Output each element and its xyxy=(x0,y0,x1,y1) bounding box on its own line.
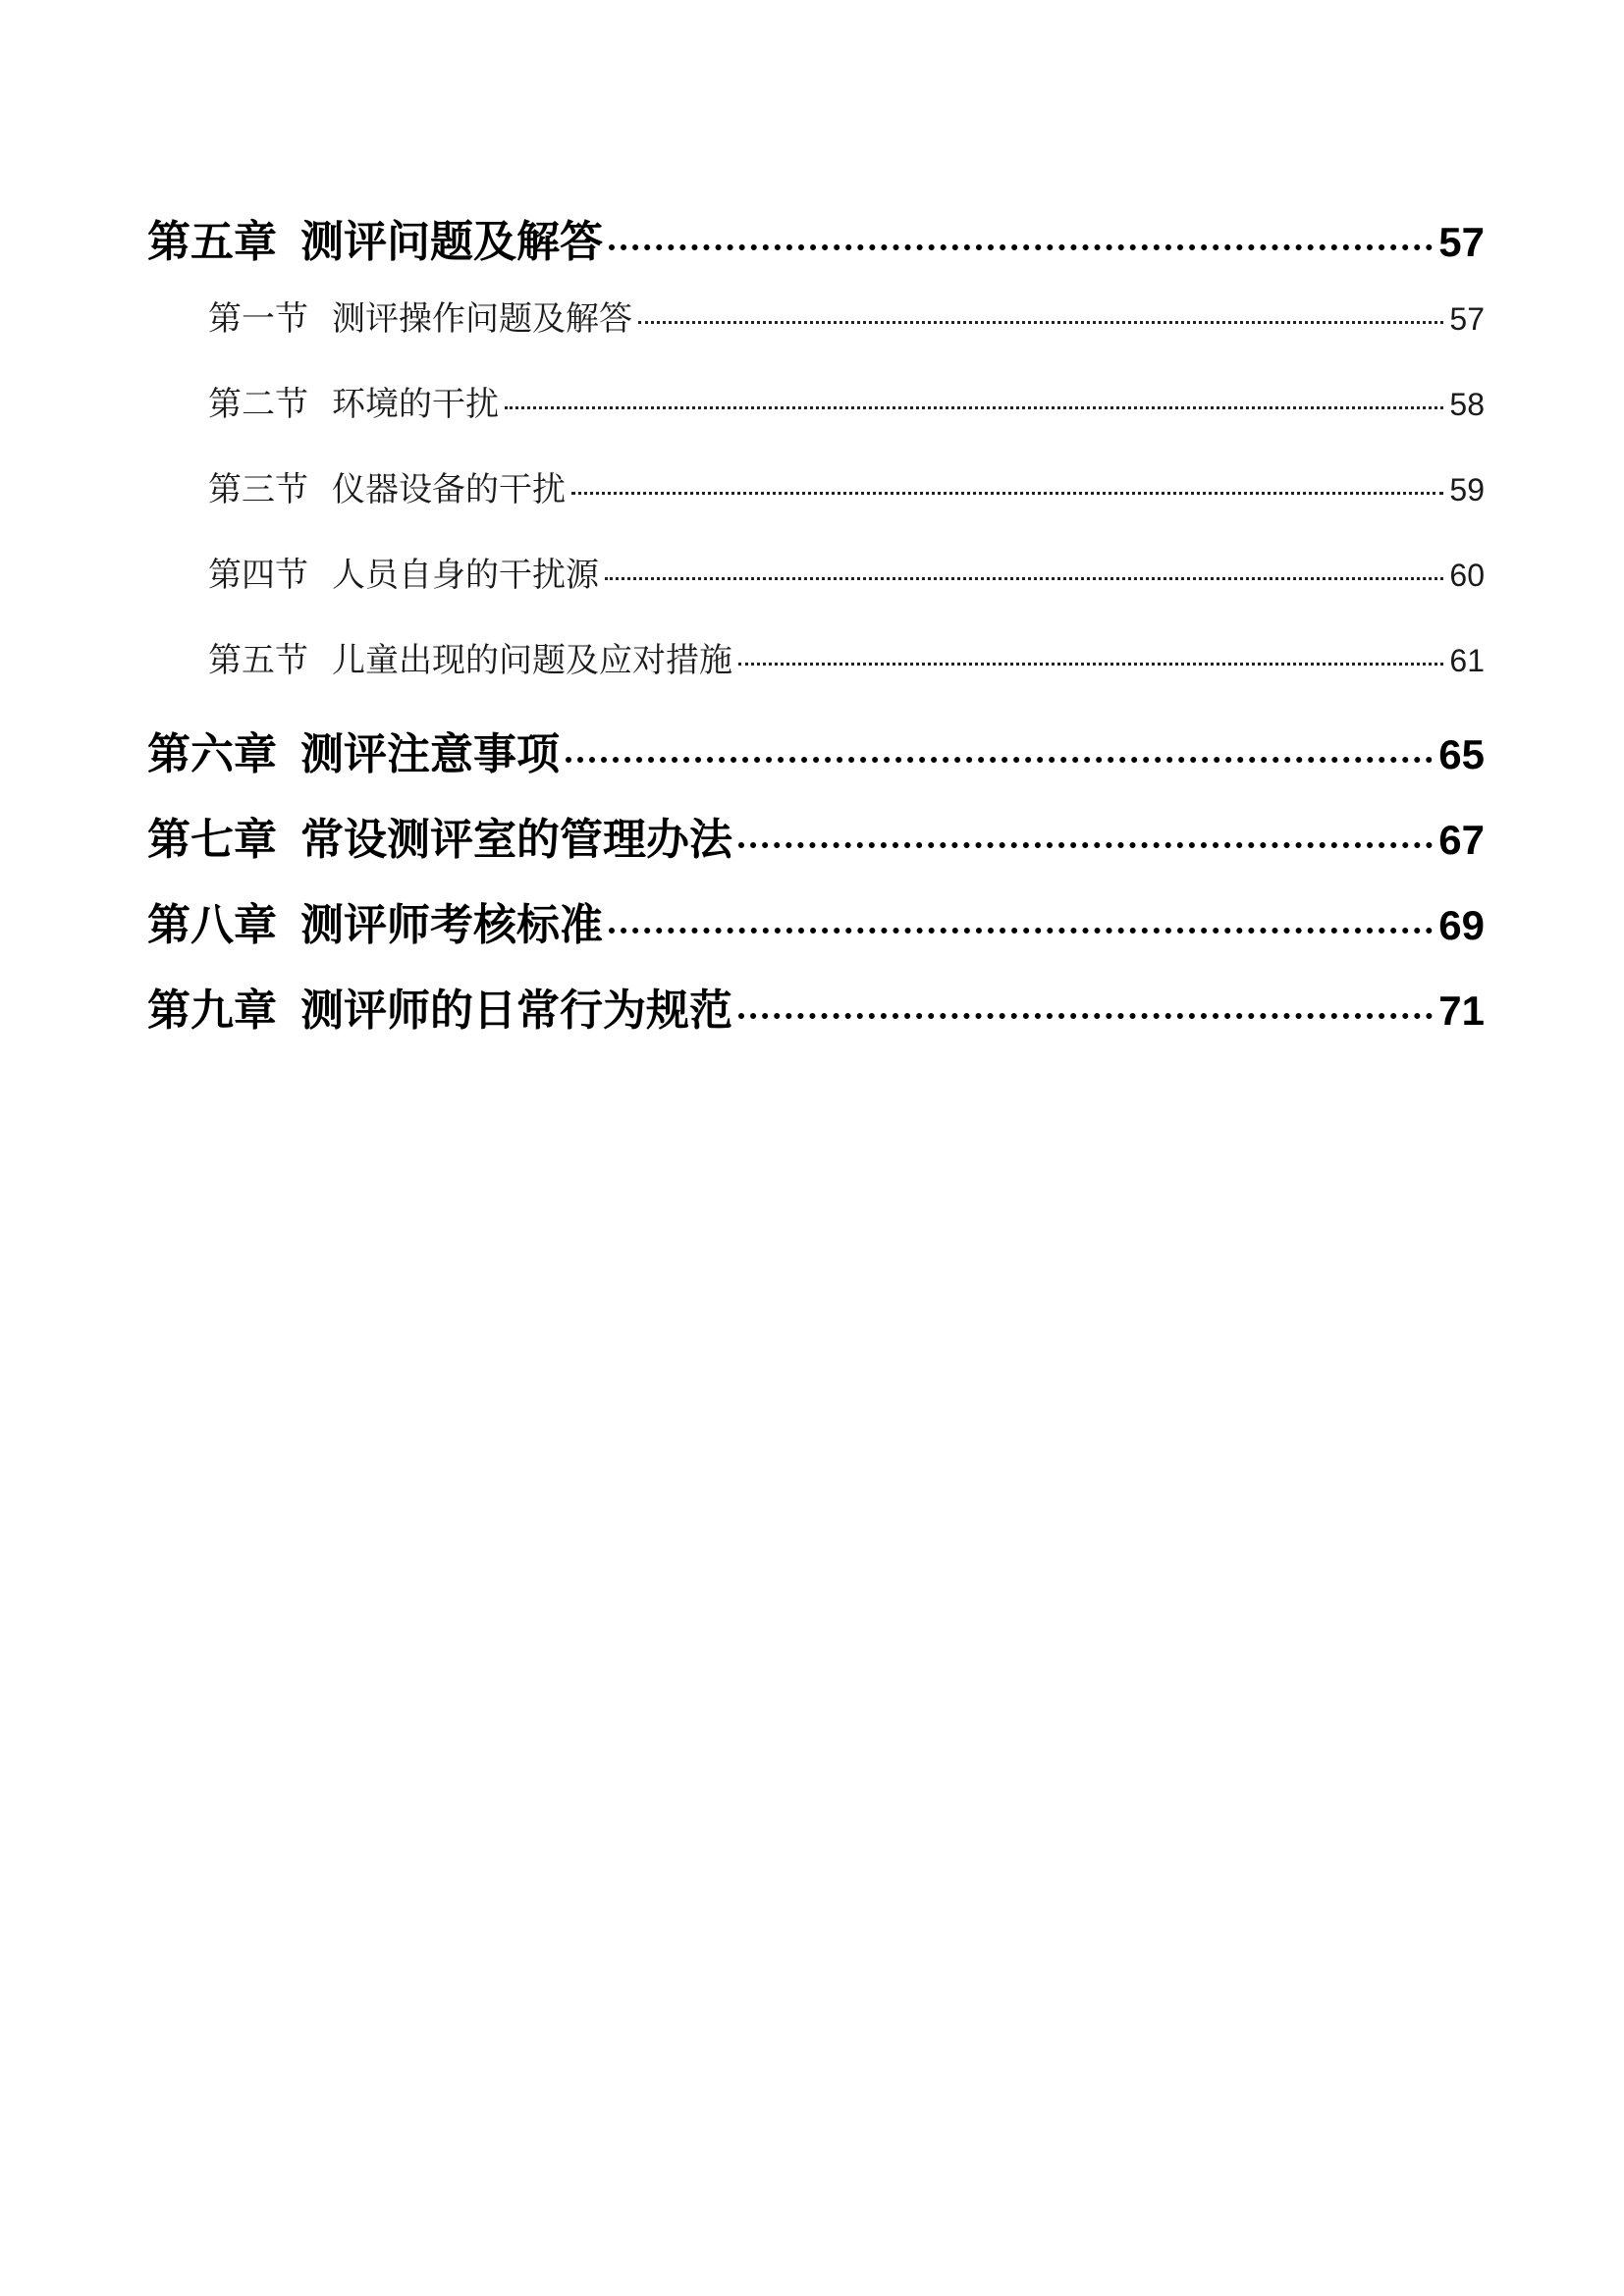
dot-leader xyxy=(638,321,1443,324)
dot-leader xyxy=(571,492,1443,495)
toc-entry-page: 57 xyxy=(1438,219,1485,265)
toc-entry-title: 测评操作问题及解答 xyxy=(332,299,632,339)
toc-entry-title: 测评师的日常行为规范 xyxy=(300,986,732,1036)
toc-entry-number: 第八章 xyxy=(147,900,277,950)
toc-entry-chapter-8[interactable] xyxy=(147,889,1485,975)
toc-entry-page: 71 xyxy=(1438,988,1485,1034)
toc-entry-chapter-6[interactable] xyxy=(147,719,1485,804)
toc-entry-title: 人员自身的干扰源 xyxy=(332,556,599,595)
toc-entry-page: 58 xyxy=(1449,387,1485,422)
toc-entry-number: 第五章 xyxy=(147,217,277,267)
toc-entry-title: 常设测评室的管理办法 xyxy=(300,815,732,865)
dot-leader xyxy=(505,406,1443,409)
toc-entry-title: 环境的干扰 xyxy=(332,385,499,424)
toc-entry-section-1[interactable] xyxy=(147,292,1485,377)
toc-entry-number: 第九章 xyxy=(147,986,277,1036)
toc-entry-chapter-7[interactable] xyxy=(147,804,1485,889)
toc-entry-number: 第六章 xyxy=(147,729,277,779)
toc-entry-chapter-9[interactable] xyxy=(147,975,1485,1060)
toc-entry-title: 儿童出现的问题及应对措施 xyxy=(332,641,732,680)
toc-entry-section-3[interactable] xyxy=(147,462,1485,548)
toc-entry-page: 67 xyxy=(1438,817,1485,863)
toc-entry-chapter-5[interactable] xyxy=(147,206,1485,292)
toc-entry-section-4[interactable] xyxy=(147,548,1485,633)
dot-leader xyxy=(738,1013,1433,1019)
toc-entry-title: 测评师考核标准 xyxy=(300,900,603,950)
toc-entry-number: 第二节 xyxy=(208,385,308,424)
dot-leader xyxy=(609,928,1433,934)
toc-entry-number: 第五节 xyxy=(208,641,308,680)
toc-entry-section-2[interactable] xyxy=(147,377,1485,462)
dot-leader xyxy=(566,757,1433,763)
toc-entry-number: 第三节 xyxy=(208,470,308,509)
dot-leader xyxy=(609,244,1433,250)
toc-entry-page: 69 xyxy=(1438,902,1485,948)
toc-entry-page: 61 xyxy=(1449,643,1485,678)
toc-entry-number: 第四节 xyxy=(208,556,308,595)
table-of-contents xyxy=(147,206,1485,1060)
toc-entry-page: 59 xyxy=(1449,472,1485,507)
dot-leader xyxy=(738,842,1433,848)
toc-entry-page: 57 xyxy=(1449,301,1485,337)
toc-entry-number: 第一节 xyxy=(208,299,308,339)
toc-entry-title: 测评注意事项 xyxy=(300,729,560,779)
toc-entry-title: 仪器设备的干扰 xyxy=(332,470,566,509)
toc-entry-page: 65 xyxy=(1438,731,1485,777)
dot-leader xyxy=(738,663,1443,666)
toc-entry-number: 第七章 xyxy=(147,815,277,865)
toc-entry-title: 测评问题及解答 xyxy=(300,217,603,267)
toc-entry-section-5[interactable] xyxy=(147,633,1485,719)
dot-leader xyxy=(605,577,1443,580)
toc-entry-page: 60 xyxy=(1449,558,1485,593)
